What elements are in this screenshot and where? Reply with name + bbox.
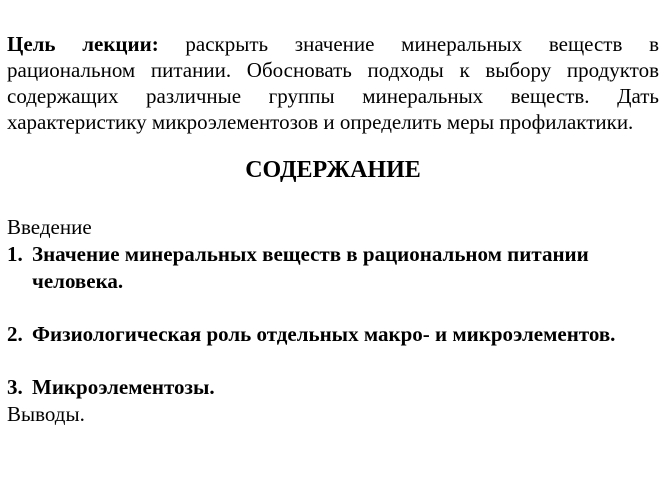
toc-item-2 [7,321,659,348]
contents-title: СОДЕРЖАНИЕ [245,157,421,183]
toc-item-2-text: Физиологическая роль отдельных макро- и микроэлементов. [32,322,616,346]
lecture-goal-paragraph [7,31,659,135]
lecture-goal-text: раскрыть значение минеральных веществ в рациональном питании. Обосновать подходы к выбору продуктов содержащих различные группы минеральных веществ. Дать характеристику микроэлементозов и определить меры профилактики. [7,32,659,134]
toc-item-3-text: Микроэлементозы. [32,375,215,399]
lecture-goal-label: Цель лекции: [7,32,159,56]
toc-outro: Выводы. [7,402,85,426]
toc-item-1-number: 1. [7,242,23,266]
toc-item-1 [7,241,659,295]
toc-item-3-number: 3. [7,375,23,399]
toc-item-2-number: 2. [7,322,23,346]
toc-intro: Введение [7,215,92,239]
toc-item-3 [7,374,659,401]
toc-item-1-text: Значение минеральных веществ в рациональном питании человека. [32,242,589,293]
